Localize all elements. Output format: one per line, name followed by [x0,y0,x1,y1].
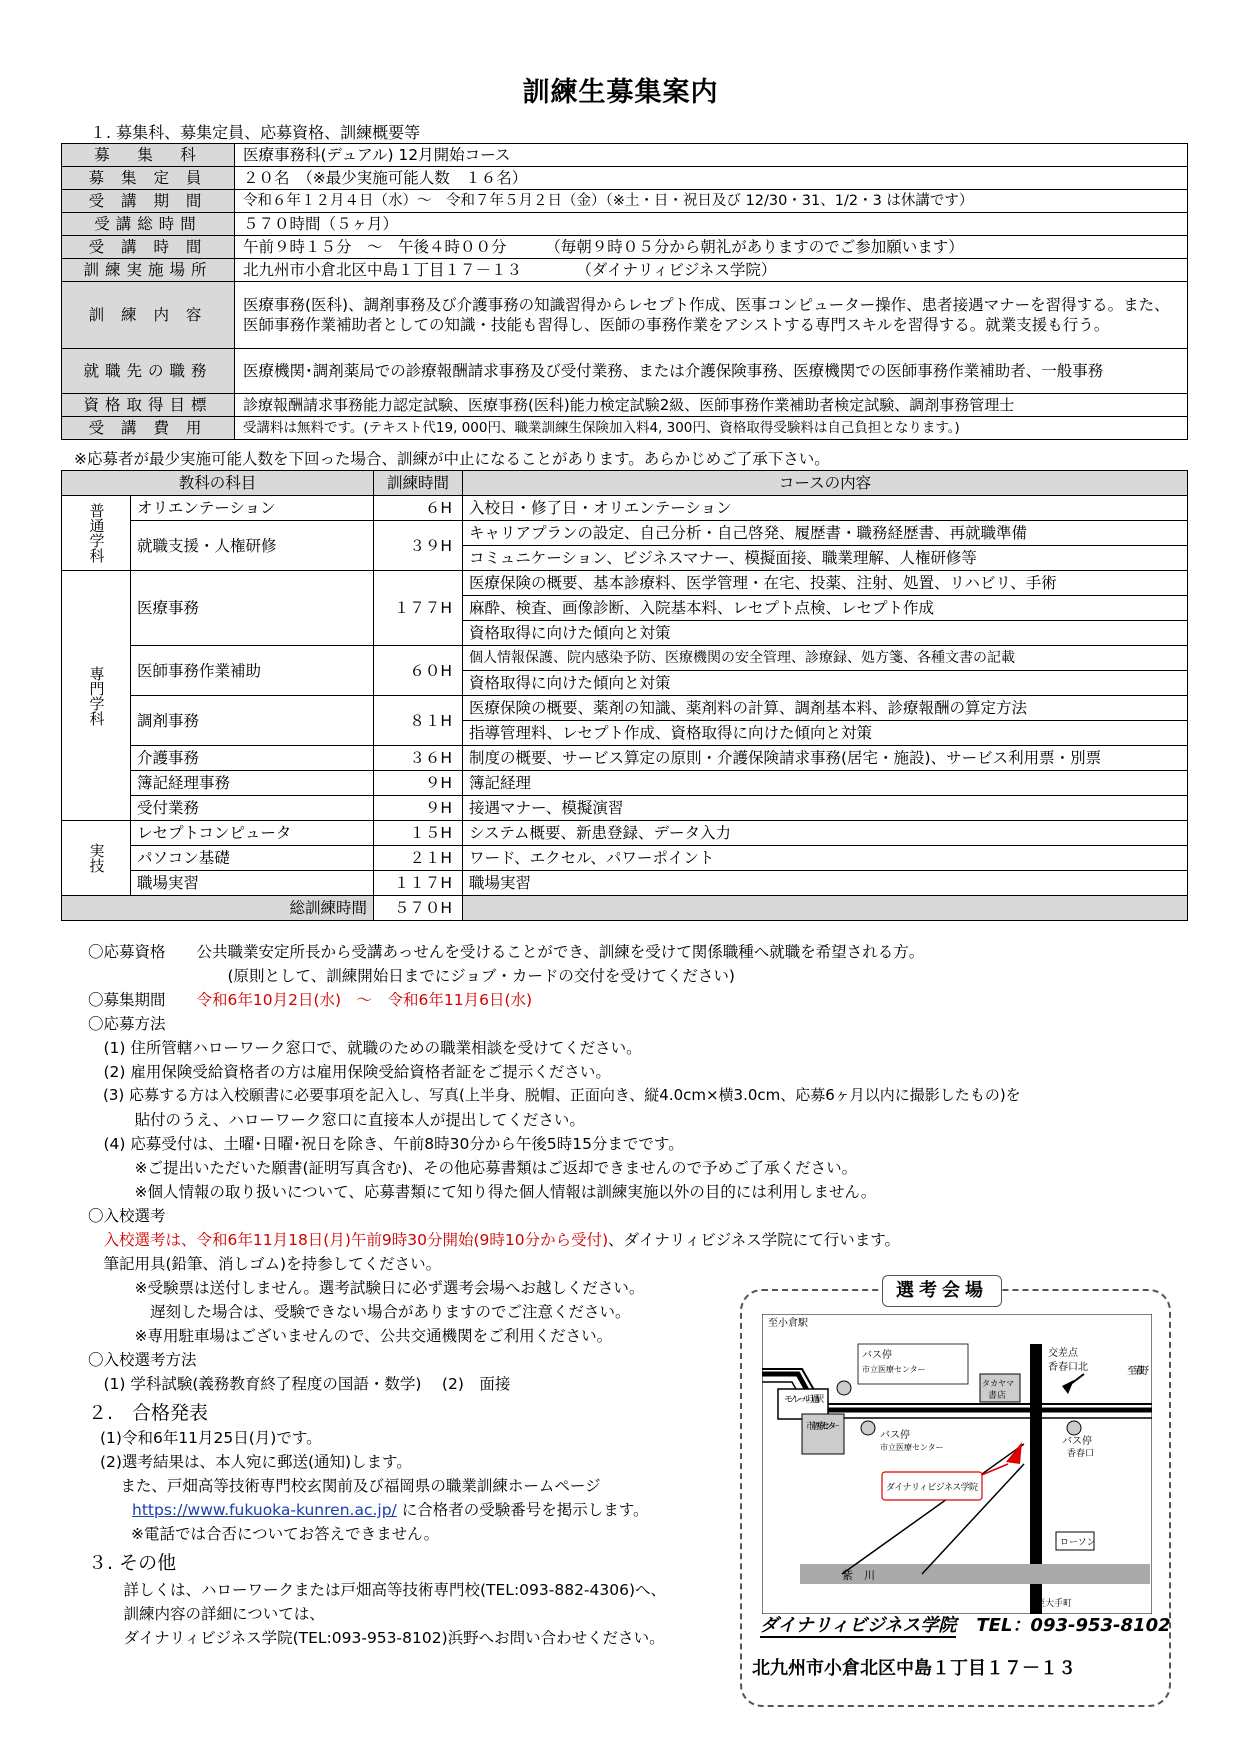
crossing-name: 香春口北 [1048,1362,1088,1373]
section2-heading: ２. 合格発表 [88,1402,209,1424]
subject-cell: 調剤事務 [131,696,374,746]
overview-value: ５７０時間（５ヶ月） [235,213,1188,236]
overview-row [62,259,1188,282]
hours-cell: ３９H [374,521,463,571]
hours-cell: ９H [374,796,463,821]
overview-value: 受講料は無料です。(テキスト代19, 000円、職業訓練生保険加入料4, 300円、資格取得受験料は自己負担となります。) [235,417,1188,440]
overview-label: 就職先の職務 [62,349,235,394]
content-cell: システム概要、新患登録、データ入力 [463,821,1188,846]
sec3-item-3: ダイナリィビジネス学院(TEL:093-953-8102)浜野へお問い合わせください。 [108,1629,665,1647]
sec2-item-3: また、戸畑高等技術専門校玄関前及び福岡県の職業訓練ホームページ [100,1477,601,1495]
monorail-label: モノレール旦過駅 [784,1395,824,1405]
subject-cell: 簿記経理事務 [131,771,374,796]
line-exam: (1) 学科試験(義務教育終了程度の国語・数学) (2) 面接 [88,1375,511,1393]
total-label: 総訓練時間 [62,896,374,921]
subject-cell: 医療事務 [131,571,374,646]
table-row [62,821,1188,846]
sec3-item-2: 訓練内容の詳細については、 [108,1605,325,1623]
line-method-note2: ※個人情報の取り扱いについて、応募書類にて知り得た個人情報は訓練実施以外の目的には利用しません。 [88,1183,877,1201]
header-subject: 教科の科目 [62,471,374,496]
overview-value: 医療事務(医科)、調剤事務及び介護事務の知識習得からレセプト作成、医事コンピューター操作、患者接遇マナーを習得する。また、医師事務作業補助者としての知識・技能も習得し、医師の事務作業をアシストする専門スキルを習得する。就業支援も行う。 [235,282,1188,349]
overview-label: 受 講 時 間 [62,236,235,259]
hospital-label: 市立医療センター [806,1422,840,1432]
overview-label: 訓 練 内 容 [62,282,235,349]
overview-row [62,236,1188,259]
curriculum-header-row [62,471,1188,496]
overview-row [62,213,1188,236]
category-specialty: 専門学科 [62,571,131,821]
overview-value: 令和６年１２月４日（水）～ 令和７年５月２日（金）（※土・日・祝日及び 12/30・31、1/2・3 は休講です） [235,190,1188,213]
content-cell: キャリアプランの設定、自己分析・自己啓発、履歴書・職務経歴書、再就職準備 [463,521,1188,546]
hours-cell: ３６H [374,746,463,771]
sec2-item-1: (1)令和6年11月25日(月)です。 [100,1429,322,1447]
section3-heading: ３. その他 [88,1552,177,1574]
total-row [62,896,1188,921]
line-method-3: (3) 応募する方は入校願書に必要事項を記入し、写真(上半身、脱帽、正面向き、縦4.0cm×横3.0cm、応募6ヶ月以内に撮影したもの)を [88,1086,1021,1104]
line-parking: ※専用駐車場はございませんので、公共交通機関をご利用ください。 [88,1327,613,1345]
line-qualification: 〇応募資格 公共職業安定所長から受講あっせんを受けることができ、訓練を受けて関係職種へ就職を希望される方。 [88,943,925,961]
line-late: 遅刻した場合は、受験できない場合がありますのでご注意ください。 [88,1303,631,1321]
school-map-label: ダイナリィビジネス学院 [886,1483,978,1493]
line-qualification-note: (原則として、訓練開始日までにジョブ・カードの交付を受けてください) [88,967,735,985]
category-practical: 実技 [62,821,131,896]
hours-cell: ２１H [374,846,463,871]
school-name: ダイナリィビジネス学院 [760,1615,957,1636]
subject-cell: パソコン基礎 [131,846,374,871]
url-suffix: に合格者の受験番号を掲示します。 [396,1501,649,1519]
total-blank [463,896,1188,921]
content-cell: ワード、エクセル、パワーポイント [463,846,1188,871]
line-method-1: (1) 住所管轄ハローワーク窓口で、就職のための職業相談を受けてください。 [88,1039,642,1057]
content-cell: 制度の概要、サービス算定の原則・介護保険請求事務(居宅・施設)、サービス利用票・別票 [463,746,1188,771]
hours-cell: １７７H [374,571,463,646]
table-row [62,696,1188,721]
line-method-4: (4) 応募受付は、土曜･日曜･祝日を除き、午前8時30分から午後5時15分までです。 [88,1135,684,1153]
overview-label: 募 集 科 [62,144,235,167]
access-map [762,1314,1152,1614]
minimum-note: ※応募者が最少実施可能人数を下回った場合、訓練が中止になることがあります。あらかじめご了承下さい。 [74,450,830,468]
line-method: 〇応募方法 [88,1015,166,1033]
selection-date: 入校選考は、令和6年11月18日(月)午前9時30分開始(9時10分から受付) [88,1231,609,1249]
table-row [62,871,1188,896]
overview-value: 北九州市小倉北区中島１丁目１７－１３ （ダイナリィビジネス学院） [235,259,1188,282]
overview-label: 募 集 定 員 [62,167,235,190]
overview-label: 受講総時間 [62,213,235,236]
overview-row [62,144,1188,167]
school-tel: TEL：093-953-8102 [976,1615,1171,1636]
category-general: 普通学科 [62,496,131,571]
content-cell: 医療保険の概要、基本診療料、医学管理・在宅、投薬、注射、処置、リハビリ、手術 [463,571,1188,596]
subject-cell: 介護事務 [131,746,374,771]
period-dates: 令和6年10月2日(水) ～ 令和6年11月6日(水) [165,991,533,1009]
line-method-2: (2) 雇用保険受給資格者の方は雇用保険受給資格者証をご提示ください。 [88,1063,611,1081]
total-hours: ５７０H [374,896,463,921]
bus3-sub: 香春口 [1067,1449,1095,1459]
table-row [62,796,1188,821]
hours-cell: １５H [374,821,463,846]
overview-label: 受 講 費 用 [62,417,235,440]
subject-cell: 受付業務 [131,796,374,821]
content-cell: コミュニケーション、ビジネスマナー、模擬面接、職業理解、人権研修等 [463,546,1188,571]
hours-cell: ６H [374,496,463,521]
bus1-sub: 市立医療センター [862,1365,926,1374]
line-ticket: ※受験票は送付しません。選考試験日に必ず選考会場へお越しください。 [88,1279,645,1297]
bus2-label: バス停 [880,1430,910,1441]
table-row [62,771,1188,796]
line-method-note1: ※ご提出いただいた願書(証明写真含む)、その他応募書類はご返却できませんので予めご了承ください。 [88,1159,858,1177]
selection-place: 、ダイナリィビジネス学院にて行います。 [608,1231,901,1249]
subject-cell: 就職支援・人権研修 [131,521,374,571]
bus2-sub: 市立医療センター [880,1443,944,1452]
table-row [62,746,1188,771]
content-cell: 資格取得に向けた傾向と対策 [463,621,1188,646]
overview-value: 医療事務科(デュアル) 12月開始コース [235,144,1188,167]
sec2-phone-note: ※電話では合否についてお答えできません。 [100,1525,440,1543]
content-cell: 医療保険の概要、薬剤の知識、薬剤料の計算、調剤基本料、診療報酬の算定方法 [463,696,1188,721]
overview-row [62,417,1188,440]
takayama-label: タカヤマ [982,1379,1014,1388]
overview-row [62,167,1188,190]
store-label: 書店 [988,1391,1007,1401]
line-selection-date [88,1228,900,1250]
sec2-item-2: (2)選考結果は、本人宛に郵送(通知)します。 [100,1453,412,1471]
hours-cell: １１７H [374,871,463,896]
overview-value: 医療機関･調剤薬局での診療報酬請求事務及び受付業務、または介護保険事務、医療機関での医師事務作業補助者、一般事務 [235,349,1188,394]
overview-label: 資格取得目標 [62,394,235,417]
lawson-label: ローソン [1060,1538,1096,1548]
line-method-3b: 貼付のうえ、ハローワーク窓口に直接本人が提出してください。 [88,1111,585,1129]
content-cell: 接遇マナー、模擬演習 [463,796,1188,821]
bus1-label: バス停 [862,1350,892,1361]
homepage-link[interactable]: https://www.fukuoka-kunren.ac.jp/ [132,1501,397,1519]
overview-row [62,282,1188,349]
overview-value: 午前９時１５分 ～ 午後４時００分 （毎朝９時０５分から朝礼がありますのでご参加願います） [235,236,1188,259]
period-label: 〇募集期間 [88,991,166,1009]
hours-cell: ６０H [374,646,463,696]
subject-cell: 医師事務作業補助 [131,646,374,696]
overview-table [61,143,1188,440]
line-selection: 〇入校選考 [88,1207,166,1225]
crossing-label: 交差点 [1048,1348,1078,1359]
section1-heading: １. 募集科、募集定員、応募資格、訓練概要等 [90,123,421,142]
content-cell: 麻酔、検査、画像診断、入院基本料、レセプト点検、レセプト作成 [463,596,1188,621]
content-cell: 簿記経理 [463,771,1188,796]
subject-cell: オリエンテーション [131,496,374,521]
hours-cell: ９H [374,771,463,796]
overview-label: 受 講 期 間 [62,190,235,213]
content-cell: 資格取得に向けた傾向と対策 [463,671,1188,696]
school-line [760,1611,1171,1637]
line-bring: 筆記用具(鉛筆、消しゴム)を持参してください。 [88,1255,442,1273]
header-hours: 訓練時間 [374,471,463,496]
overview-row [62,190,1188,213]
to-ote-label: 至大手町 [1036,1599,1073,1609]
table-row [62,521,1188,546]
map-label: 選考会場 [882,1275,1002,1307]
content-cell: 指導管理料、レセプト作成、資格取得に向けた傾向と対策 [463,721,1188,746]
to-mihagino-label: 至三萩野 [1127,1366,1149,1377]
page-title: 訓練生募集案内 [522,77,719,108]
overview-row [62,394,1188,417]
curriculum-table [61,470,1188,921]
line-selection-method: 〇入校選考方法 [88,1351,197,1369]
header-content: コースの内容 [463,471,1188,496]
table-row [62,571,1188,596]
hours-cell: ８１H [374,696,463,746]
sec3-item-1: 詳しくは、ハローワークまたは戸畑高等技術専門校(TEL:093-882-4306)へ、 [108,1581,667,1599]
subject-cell: レセプトコンピュータ [131,821,374,846]
table-row [62,646,1188,671]
overview-row [62,349,1188,394]
bus3-label: バス停 [1062,1436,1092,1447]
content-cell: 個人情報保護、院内感染予防、医療機関の安全管理、診療録、処方箋、各種文書の記載 [463,646,1188,671]
overview-value: 診療報酬請求事務能力認定試験、医療事務(医科)能力検定試験2級、医師事務作業補助者検定試験、調剤事務管理士 [235,394,1188,417]
table-row [62,496,1188,521]
river-label: 紫 川 [842,1569,875,1582]
sec2-url-line [132,1498,648,1520]
overview-label: 訓練実施場所 [62,259,235,282]
content-cell: 職場実習 [463,871,1188,896]
overview-value: ２０名 （※最少実施可能人数 １６名） [235,167,1188,190]
table-row [62,846,1188,871]
line-period [88,988,532,1010]
subject-cell: 職場実習 [131,871,374,896]
to-kokura-label: 至小倉駅 [768,1318,808,1329]
school-address: 北九州市小倉北区中島１丁目１７－１３ [752,1658,1076,1679]
content-cell: 入校日・修了日・オリエンテーション [463,496,1188,521]
